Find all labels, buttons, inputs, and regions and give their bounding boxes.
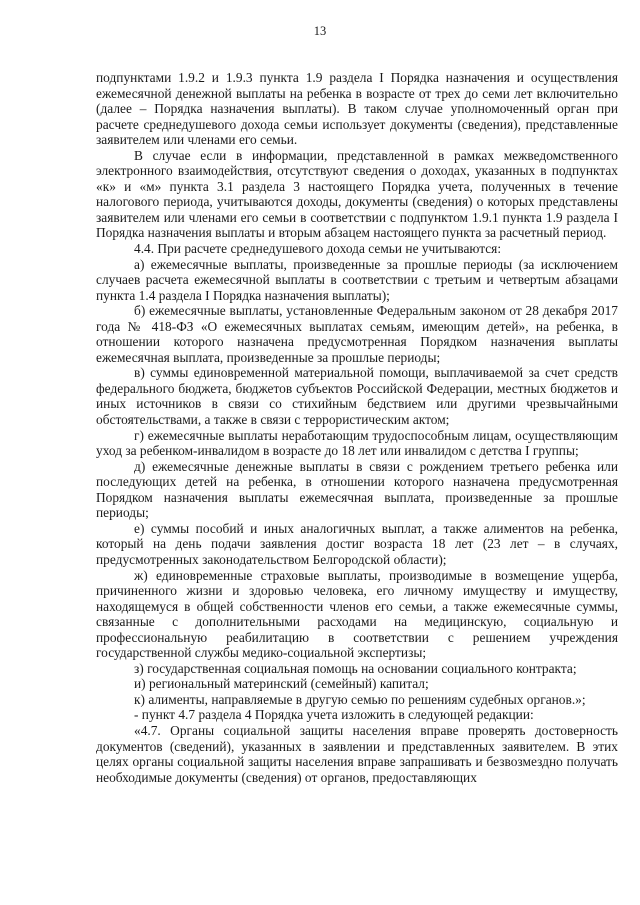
list-item-i: и) региональный материнский (семейный) капитал; <box>134 676 429 692</box>
paragraph-missing-income-info: В случае если в информации, представленной в рамках межведомственного электронного взаимодействия, отсутствуют сведения о доходах, указанных в подпунктах «к» и «м» пункта 3.1 раздела 3 настоящего Порядка учета, полученных в течение налогового периода, учитываются доходы, документы (сведения) о которых представлены заявителем или членами его семьи в соответствии с подпунктом 1.9.1 пункта 1.9 раздела I Порядка назначения выплаты и вторым абзацем настоящего пункта за расчетный период. <box>96 147 618 241</box>
paragraph-4-4-heading: 4.4. При расчете среднедушевого дохода семьи не учитываются: <box>134 241 502 257</box>
list-item-b: б) ежемесячные выплаты, установленные Федеральным законом от 28 декабря 2017 года № 418-ФЗ «О ежемесячных выплатах семьям, имеющим детей», на ребенка, в отношении которого назначена предусмотренная Порядком назначения выплаты ежемесячная выплата, произведенные за прошлые периоды; <box>96 303 618 365</box>
list-item-k: к) алименты, направляемые в другую семью по решениям судебных органов.»; <box>134 691 586 707</box>
list-item-e: е) суммы пособий и иных аналогичных выплат, а также алиментов на ребенка, который на день подачи заявления достиг возраста 18 лет (23 лет – в случаях, предусмотренных законодательством Белгородской области); <box>96 520 618 567</box>
list-item-z: з) государственная социальная помощь на основании социального контракта; <box>134 660 577 676</box>
list-item-zh: ж) единовременные страховые выплаты, производимые в возмещение ущерба, причиненного жизни и здоровью человека, его личному имуществу и имуществу, находящемуся в общей собственности членов его семьи, а также ежемесячные суммы, связанные с дополнительными расходами на медицинскую, социальную и профессиональную реабилитацию в соответствии с решением учреждения государственной службы медико-социальной экспертизы; <box>96 567 618 661</box>
list-item-a: а) ежемесячные выплаты, произведенные за прошлые периоды (за исключением случаев расчета ежемесячной выплаты в соответствии с третьим и четвертым абзацами пункта 1.4 раздела I Порядка назначения выплаты); <box>96 256 618 303</box>
list-item-v: в) суммы единовременной материальной помощи, выплачиваемой за счет средств федерального бюджета, бюджетов субъектов Российской Федерации, местных бюджетов и иных источников в связи со стихийным бедствием или другими чрезвычайными обстоятельствами, а также в связи с террористическим актом; <box>96 365 618 428</box>
paragraph-4-7-text: «4.7. Органы социальной защиты населения вправе проверять достоверность документов (сведений), указанных в заявлении и представленных заявителем. В этих целях органы социальной защиты населения вправе запрашивать и безвозмездно получать необходимые документы (сведения) от органов, предоставляющих <box>96 722 618 785</box>
list-item-d: д) ежемесячные денежные выплаты в связи с рождением третьего ребенка или последующих детей на ребенка, в отношении которого назначена предусмотренная Порядком назначения выплаты ежемесячная выплата, произведенные за прошлые периоды; <box>96 458 618 521</box>
list-item-g: г) ежемесячные выплаты неработающим трудоспособным лицам, осуществляющим уход за ребенком-инвалидом в возрасте до 18 лет или инвалидом с детства I группы; <box>96 427 618 459</box>
amendment-point-4-7: - пункт 4.7 раздела 4 Порядка учета изложить в следующей редакции: <box>134 707 534 723</box>
document-body <box>96 70 618 785</box>
paragraph-continuation: подпунктами 1.9.2 и 1.9.3 пункта 1.9 раздела I Порядка назначения и осуществления ежемесячной денежной выплаты на ребенка в возрасте от трех до семи лет включительно (далее – Порядка назначения выплаты). В таком случае уполномоченный орган при расчете среднедушевого дохода семьи использует документы (сведения), представленные заявителем или членами его семьи. <box>96 70 618 148</box>
page-number: 13 <box>313 24 327 38</box>
